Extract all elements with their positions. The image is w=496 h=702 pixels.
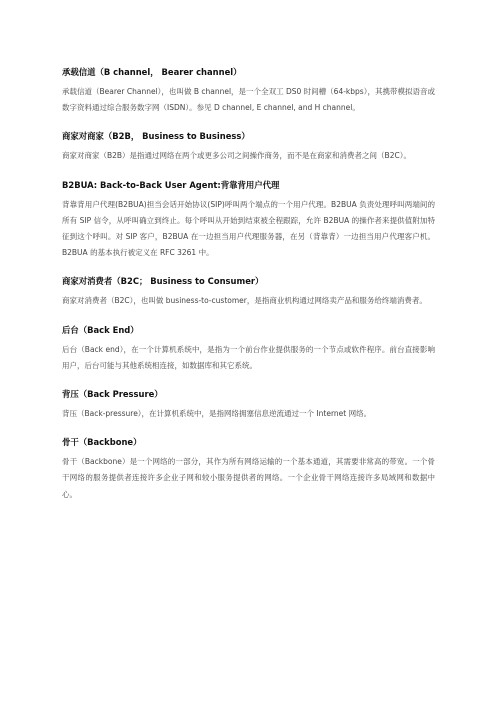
entry-definition: 商家对消费者（B2C），也叫做 business-to-customer，是指商业机构通过网络卖产品和服务给终端消费者。	[62, 296, 427, 306]
glossary-entry-b-channel	[62, 66, 435, 116]
entry-definition: 骨干（Backbone）是一个网络的一部分，其作为所有网络运输的一个基本通道，其需要非常高的带宽。一个骨干网络的服务提供者连接许多企业子网和较小服务提供者的网络。一个企业骨干网络连接许多局域网和数据中心。	[62, 457, 435, 499]
glossary-entry-b2c	[62, 275, 435, 309]
entry-term: 后台（Back End）	[62, 324, 139, 335]
entry-definition: 商家对商家（B2B）是指通过网络在两个或更多公司之间操作商务，而不是在商家和消费者之间（B2C）。	[62, 151, 411, 161]
glossary-entry-b2bua	[62, 179, 435, 262]
glossary-entry-back-end	[62, 324, 435, 374]
entry-term: B2BUA: Back-to-Back User Agent:背靠背用户代理	[62, 179, 280, 190]
entry-definition: 背靠背用户代理(B2BUA)担当会话开始协议(SIP)呼叫两个端点的一个用户代理。B2BUA 负责处理呼叫两端间的所有 SIP 信令，从呼叫确立到终止。每个呼叫从开始到结束被全程跟踪，允许 B2BUA 的操作者来提供值附加特征到这个呼叫。对 SIP 客户，B2BUA 在一边担当用户代理服务器，在另（背靠背）一边担当用户代理客户机。B2BUA 的基本执行被定义在 RFC 3261 中。	[62, 199, 435, 258]
entry-term: 承载信道（B channel， Bearer channel）	[62, 67, 242, 77]
entry-definition: 承载信道（Bearer Channel），也叫做 B channel，是一个全双工 DS0 时间槽（64-kbps），其携带模拟语音或数字资料通过综合服务数字网（ISDN）。参见 D channel, E channel, and H channel。	[62, 87, 435, 113]
glossary-page	[62, 66, 435, 517]
entry-term: 商家对消费者（B2C； Business to Consumer）	[62, 276, 264, 287]
glossary-entry-back-pressure	[62, 388, 435, 422]
entry-term: 商家对商家（B2B， Business to Business）	[62, 131, 250, 142]
entry-definition: 背压（Back-pressure），在计算机系统中，是指网络拥塞信息逆流通过一个 Internet 网络。	[62, 409, 372, 419]
entry-term: 背压（Back Pressure）	[62, 389, 163, 400]
entry-definition: 后台（Back end），在一个计算机系统中，是指为一个前台作业提供服务的一个节点或软件程序。前台直接影响用户，后台可能与其他系统相连接，如数据库和其它系统。	[62, 344, 435, 370]
glossary-entry-b2b	[62, 130, 435, 164]
entry-term: 骨干（Backbone）	[62, 437, 142, 448]
glossary-entry-backbone	[62, 436, 435, 503]
